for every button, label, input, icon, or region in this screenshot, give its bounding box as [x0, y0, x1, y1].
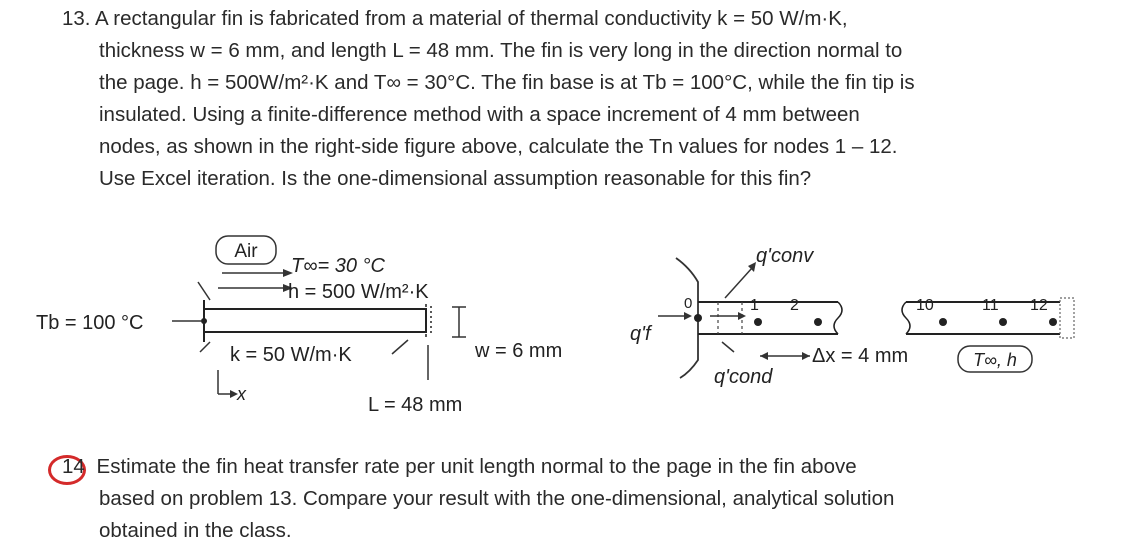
cond-arrow-head [738, 312, 746, 320]
qconv-arrow [725, 268, 752, 298]
x-label: x [237, 384, 246, 404]
qf-arrow-head [684, 312, 692, 320]
fin-body [204, 309, 426, 332]
problem-13-line: thickness w = 6 mm, and length L = 48 mm. The fin is very long in the direction normal to [99, 39, 903, 62]
node-label: 11 [982, 297, 999, 314]
tinf-label: T∞= 30 °C [291, 255, 385, 277]
tb-label: Tb = 100 °C [36, 312, 144, 334]
fin-figure [36, 236, 562, 416]
node-2 [814, 318, 822, 326]
L-label: L = 48 mm [368, 394, 463, 416]
problem-13-line: nodes, as shown in the right-side figure above, calculate the Tn values for nodes 1 – 12. [99, 135, 898, 158]
qf-label: q'f [630, 323, 651, 345]
node-1 [754, 318, 762, 326]
qcond-leader [722, 342, 734, 352]
base-wall-hatch [200, 342, 210, 352]
qconv-label: q'conv [756, 245, 814, 267]
dx-arrow-head [802, 352, 810, 360]
node-0 [694, 314, 702, 322]
break-mark [902, 302, 910, 334]
node-label: 2 [790, 297, 799, 314]
node-12 [1049, 318, 1057, 326]
node-10 [939, 318, 947, 326]
qcond-label: q'cond [714, 366, 773, 388]
node-label: 12 [1030, 297, 1048, 314]
node-label: 0 [684, 295, 693, 312]
node-figure [630, 245, 1074, 388]
w-label: w = 6 mm [475, 340, 563, 362]
problem-13-line: insulated. Using a finite-difference method with a space increment of 4 mm between [99, 103, 860, 126]
problem-13-line: Use Excel iteration. Is the one-dimensional assumption reasonable for this fin? [99, 167, 812, 190]
node-label: 1 [750, 297, 759, 314]
problem-14-line: obtained in the class. [99, 519, 292, 542]
dx-label: Δx = 4 mm [812, 345, 909, 367]
problem-13-line: the page. h = 500W/m²·K and T∞ = 30°C. The fin base is at Tb = 100°C, while the fin tip is [99, 71, 915, 94]
break-mark [834, 302, 842, 334]
problem-14-number: 14 [62, 455, 85, 478]
problem-14-text [62, 451, 1082, 547]
node-label: 10 [916, 297, 934, 314]
node-11 [999, 318, 1007, 326]
tip-insulation [1060, 298, 1074, 338]
k-label: k = 50 W/m·K [230, 344, 352, 366]
problem-14-line: based on problem 13. Compare your result with the one-dimensional, analytical solution [99, 487, 895, 510]
k-leader [392, 340, 408, 354]
base-wall-hatch [198, 282, 210, 300]
air-label: Air [234, 241, 258, 262]
problem-14-first-line: Estimate the fin heat transfer rate per unit length normal to the page in the fin above [96, 455, 857, 478]
base-node [201, 318, 207, 324]
h-label: h = 500 W/m²·K [288, 281, 429, 303]
problem-14-line [62, 451, 1082, 483]
problem-13-line: 13. A rectangular fin is fabricated from a material of thermal conductivity k = 50 W/m·K, [62, 7, 848, 30]
tinf-h-label: T∞, h [973, 350, 1017, 370]
